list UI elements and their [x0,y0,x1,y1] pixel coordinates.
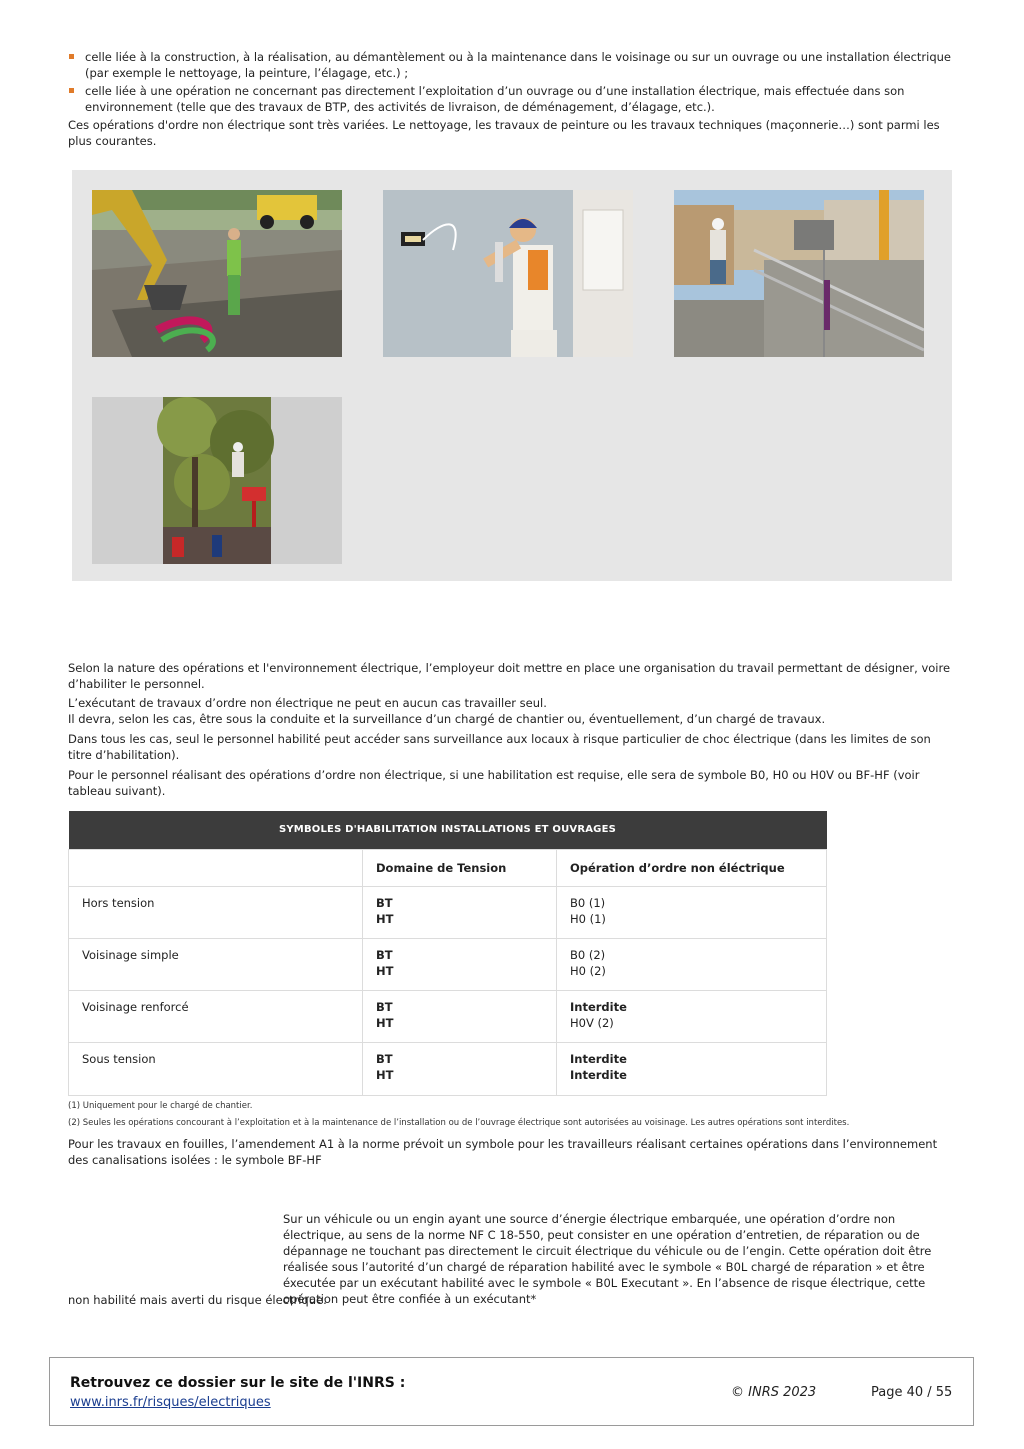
operation-ht: H0 (1) [570,912,606,926]
operation-bt: Interdite [570,1000,627,1014]
page-footer [49,1357,974,1426]
domain-ht: HT [376,1068,394,1082]
paragraph: Selon la nature des opérations et l'environnement électrique, l’employeur doit mettre en place une organisation du travail permettant de désigner, voire d’habiliter le personnel. [68,661,951,691]
photo-excavation-worker[interactable] [92,190,342,357]
domain-ht: HT [376,964,394,978]
bf-hf-paragraph: Pour les travaux en fouilles, l’amendement A1 à la norme prévoit un symbole pour les travailleurs réalisant certaines opérations dans l’environnement des canalisations isolées : le symbole BF-HF [68,1137,938,1167]
vehicle-paragraph-end: non habilité mais averti du risque électrique. [68,1293,327,1307]
domain-bt: BT [376,1000,393,1014]
row-label: Voisinage renforcé [69,991,363,1043]
footer-title: Retrouvez ce dossier sur le site de l'INRS : [70,1375,406,1391]
bullet-list [68,49,958,115]
row-label: Sous tension [69,1043,363,1096]
domain-ht: HT [376,1016,394,1030]
row-domain [363,887,557,939]
row-domain [363,1043,557,1096]
footnote-1: (1) Uniquement pour le chargé de chantier. [68,1101,253,1111]
row-domain [363,939,557,991]
organisation-section [68,660,958,803]
bullet-item: celle liée à une opération ne concernant pas directement l’exploitation d’un ouvrage ou d’une installation électrique, mais effectuée dans son environnement (telle que des travaux de BTP, des activités de livraison, de déménagement, d’élagage, etc.). [68,83,958,115]
habilitation-table [68,811,827,1096]
operation-ht: Interdite [570,1068,627,1082]
row-operation [557,1043,827,1096]
operation-bt: B0 (1) [570,896,606,910]
paragraph: L’exécutant de travaux d’ordre non électrique ne peut en aucun cas travailler seul. [68,696,547,710]
photo-scaffolding-workers[interactable] [674,190,924,357]
row-label: Voisinage simple [69,939,363,991]
table-header-empty [69,850,363,887]
row-operation [557,939,827,991]
footnote-2: (2) Seules les opérations concourant à l’exploitation et à la maintenance de l’installation ou de l’ouvrage électrique sont autorisées au voisinage. Les autres opérations sont interdites. [68,1118,850,1128]
domain-ht: HT [376,912,394,926]
photo-painter[interactable] [383,190,633,357]
operation-ht: H0 (2) [570,964,606,978]
intro-paragraph: Ces opérations d'ordre non électrique sont très variées. Le nettoyage, les travaux de peinture ou les travaux techniques (maçonnerie…) sont parmi les plus courantes. [68,118,940,148]
table-row [69,991,827,1043]
table-title: SYMBOLES D'HABILITATION INSTALLATIONS ET OUVRAGES [69,811,827,850]
operation-bt: B0 (2) [570,948,606,962]
operation-ht: H0V (2) [570,1016,614,1030]
table-row [69,887,827,939]
paragraph: Pour le personnel réalisant des opérations d’ordre non électrique, si une habilitation est requise, elle sera de symbole B0, H0 ou H0V ou BF-HF (voir tableau suivant). [68,768,920,798]
bullet-list-section [68,49,958,153]
table-header-domain: Domaine de Tension [363,850,557,887]
table-row [69,939,827,991]
table-header-row [69,850,827,887]
row-label: Hors tension [69,887,363,939]
photo-gallery [72,170,952,581]
photo-tree-pruning[interactable] [92,397,342,564]
table-row [69,1043,827,1096]
footer-copyright: © INRS 2023 [731,1385,817,1400]
bullet-item: celle liée à la construction, à la réalisation, au démantèlement ou à la maintenance dans le voisinage ou sur un ouvrage ou une installation électrique (par exemple le nettoyage, la peinture, l’élagage, etc.) ; [68,49,958,81]
operation-bt: Interdite [570,1052,627,1066]
table-header-operation: Opération d’ordre non éléctrique [557,850,827,887]
page-number: Page 40 / 55 [871,1385,953,1400]
vehicle-paragraph: Sur un véhicule ou un engin ayant une source d’énergie électrique embarquée, une opération d’ordre non électrique, au sens de la norme NF C 18-550, peut consister en une opération d’entretien, de réparation ou de dépannage ne touchant pas directement le circuit électrique du véhicule ou de l’engin. Cette opération doit être réalisée sous l’autorité d’un chargé de réparation habilité avec le symbole « B0L chargé de réparation » et être éxecutée par un exécutant habilité avec le symbole « B0L Executant ». En l’absence de risque électrique, cette opération peut être confiée à un exécutant* [283,1212,932,1306]
row-operation [557,991,827,1043]
inrs-link[interactable]: www.inrs.fr/risques/electriques [70,1395,271,1410]
row-operation [557,887,827,939]
domain-bt: BT [376,896,393,910]
paragraph: Dans tous les cas, seul le personnel habilité peut accéder sans surveillance aux locaux à risque particulier de choc électrique (dans les limites de son titre d’habilitation). [68,732,931,762]
domain-bt: BT [376,1052,393,1066]
row-domain [363,991,557,1043]
domain-bt: BT [376,948,393,962]
paragraph: Il devra, selon les cas, être sous la conduite et la surveillance d’un chargé de chantier ou, éventuellement, d’un chargé de travaux. [68,712,826,726]
